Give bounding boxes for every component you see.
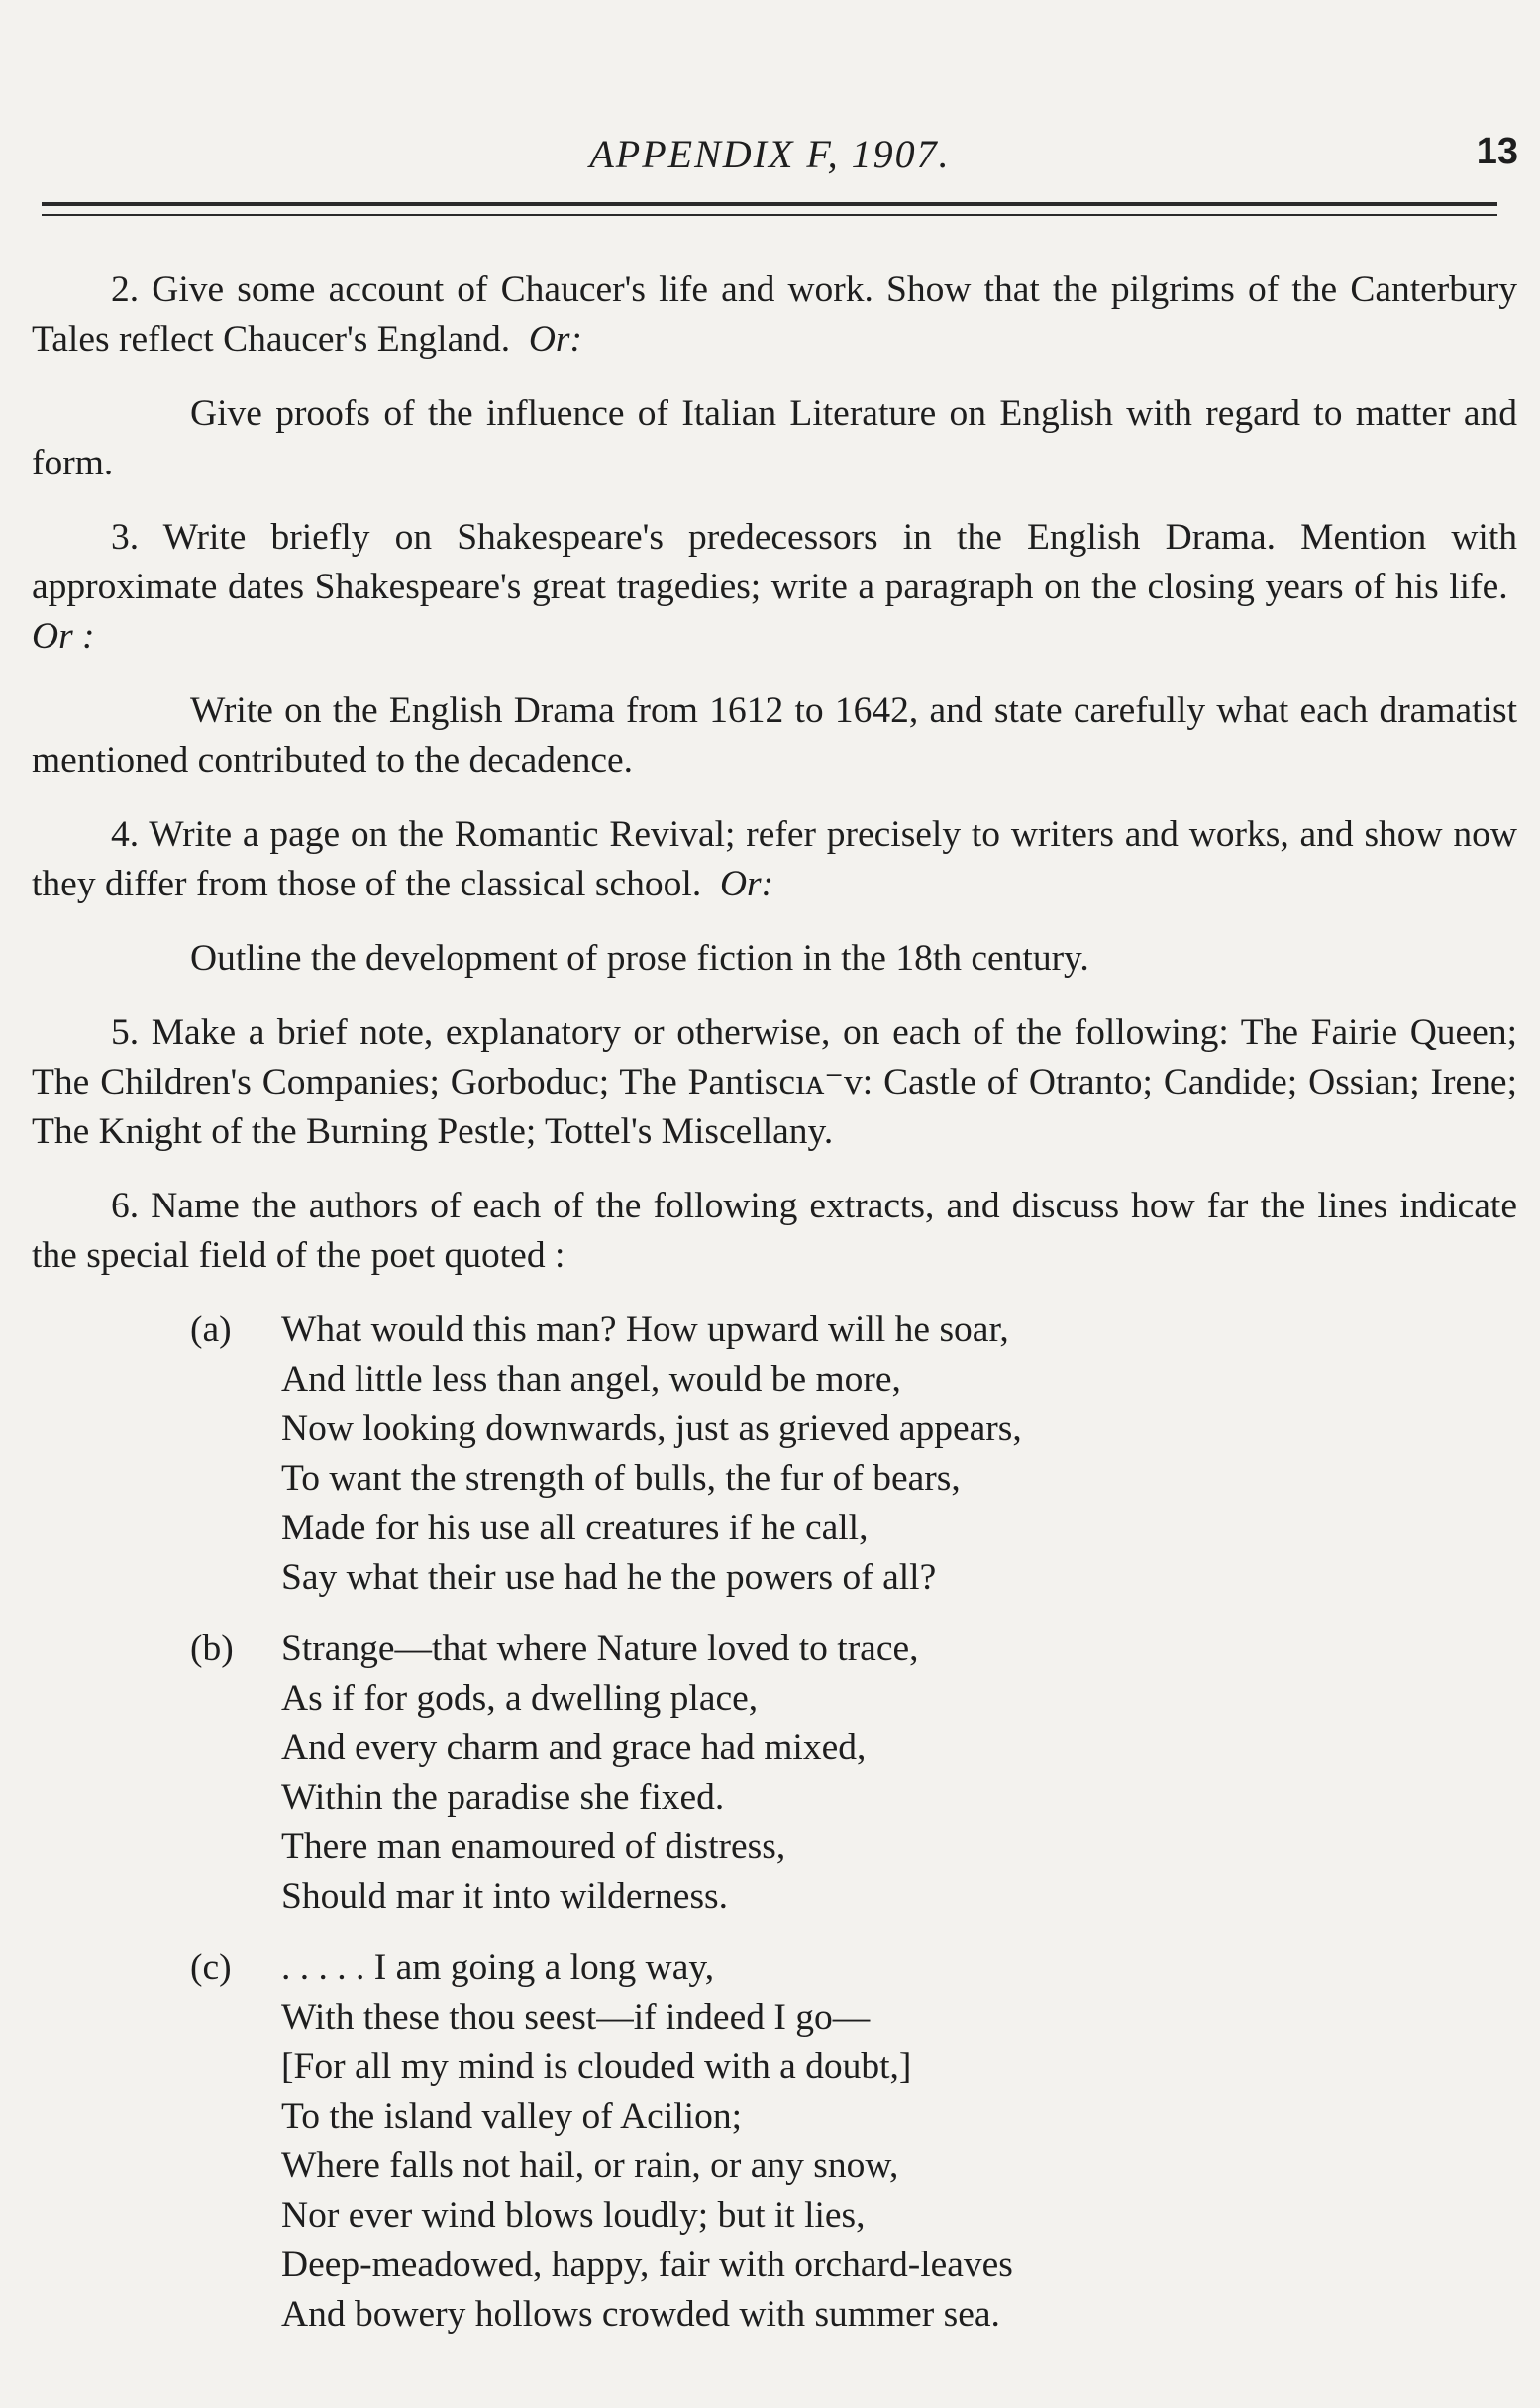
question-2 bbox=[32, 265, 1517, 365]
verse-line: And bowery hollows crowded with summer sea. bbox=[281, 2294, 1000, 2335]
extract-label: (a) bbox=[190, 1309, 232, 1350]
verse-line: Made for his use all creatures if he call, bbox=[281, 1508, 869, 1548]
verse-line: Say what their use had he the powers of all? bbox=[281, 1557, 937, 1598]
question-text: Name the authors of each of the following extracts, and discuss how far the lines indicate the special field of the poet quoted : bbox=[32, 1186, 1517, 1276]
verse-line: . . . . . I am going a long way, bbox=[281, 1947, 715, 1988]
question-number: 6. bbox=[111, 1186, 140, 1226]
question-text: Write briefly on Shakespeare's predecessors in the English Drama. Mention with approximate dates Shakespeare's great tragedies; write a paragraph on the closing years of his life. bbox=[32, 517, 1517, 607]
question-3-alternative: Write on the English Drama from 1612 to 1642, and state carefully what each dramatist mentioned contributed to the decadence. bbox=[32, 690, 1517, 781]
or-label: Or: bbox=[719, 864, 774, 904]
verse-line: And every charm and grace had mixed, bbox=[281, 1727, 867, 1768]
extract-label: (b) bbox=[190, 1628, 234, 1669]
verse-line: What would this man? How upward will he soar, bbox=[281, 1309, 1009, 1350]
page-number: 13 bbox=[1476, 131, 1518, 172]
verse-line: Deep-meadowed, happy, fair with orchard-leaves bbox=[281, 2245, 1013, 2285]
question-4-alternative: Outline the development of prose fiction in the 18th century. bbox=[190, 938, 1089, 979]
verse-line: Should mar it into wilderness. bbox=[281, 1876, 729, 1917]
verse-line: To the island valley of Acilion; bbox=[281, 2096, 742, 2137]
verse-line: Strange—that where Nature loved to trace, bbox=[281, 1628, 919, 1669]
question-3 bbox=[32, 513, 1517, 662]
question-text: Write a page on the Romantic Revival; refer precisely to writers and works, and show now they differ from those of the classical school. bbox=[32, 814, 1517, 904]
question-number: 2. bbox=[111, 269, 140, 310]
or-label: Or : bbox=[32, 616, 95, 657]
verse-line: Where falls not hail, or rain, or any snow, bbox=[281, 2146, 899, 2186]
extract-a bbox=[32, 1306, 1517, 1603]
verse-line: And little less than angel, would be more, bbox=[281, 1359, 901, 1400]
question-number: 5. bbox=[111, 1012, 140, 1053]
question-number: 4. bbox=[111, 814, 140, 855]
verse-line: Nor ever wind blows loudly; but it lies, bbox=[281, 2195, 866, 2236]
extract-c bbox=[32, 1943, 1517, 2340]
question-2-alternative: Give proofs of the influence of Italian Literature on English with regard to matter and form. bbox=[32, 393, 1517, 483]
extract-label: (c) bbox=[190, 1947, 232, 1988]
verse-line: As if for gods, a dwelling place, bbox=[281, 1678, 759, 1719]
header-rule-thin bbox=[42, 214, 1497, 216]
header-rule-thick bbox=[42, 202, 1497, 206]
verse-line: To want the strength of bulls, the fur of bears, bbox=[281, 1458, 961, 1499]
verse-line: [For all my mind is clouded with a doubt,] bbox=[281, 2046, 912, 2087]
verse-line: Now looking downwards, just as grieved appears, bbox=[281, 1409, 1022, 1449]
verse-line: With these thou seest—if indeed I go— bbox=[281, 1997, 871, 2038]
extract-b bbox=[32, 1624, 1517, 1922]
verse-line: There man enamoured of distress, bbox=[281, 1827, 786, 1867]
verse-line: Within the paradise she fixed. bbox=[281, 1777, 725, 1818]
running-title: APPENDIX F, 1907. bbox=[589, 132, 951, 176]
question-6 bbox=[32, 1182, 1517, 1281]
question-text: Give some account of Chaucer's life and work. Show that the pilgrims of the Canterbury Tales reflect Chaucer's England. bbox=[32, 269, 1518, 360]
or-label: Or: bbox=[528, 319, 583, 360]
question-5 bbox=[32, 1008, 1517, 1157]
page-header bbox=[0, 127, 1540, 186]
question-number: 3. bbox=[111, 517, 140, 558]
question-text: Make a brief note, explanatory or otherwise, on each of the following: The Fairie Queen; The Children's Companies; Gorboduc; The Pantiscıᴀ⁻v: Castle of Otranto; Candide; Ossian; Irene; The Knight of the Burning Pestle; Tottel's Miscellany. bbox=[32, 1012, 1517, 1152]
page-body bbox=[32, 265, 1517, 2361]
question-4 bbox=[32, 810, 1517, 909]
